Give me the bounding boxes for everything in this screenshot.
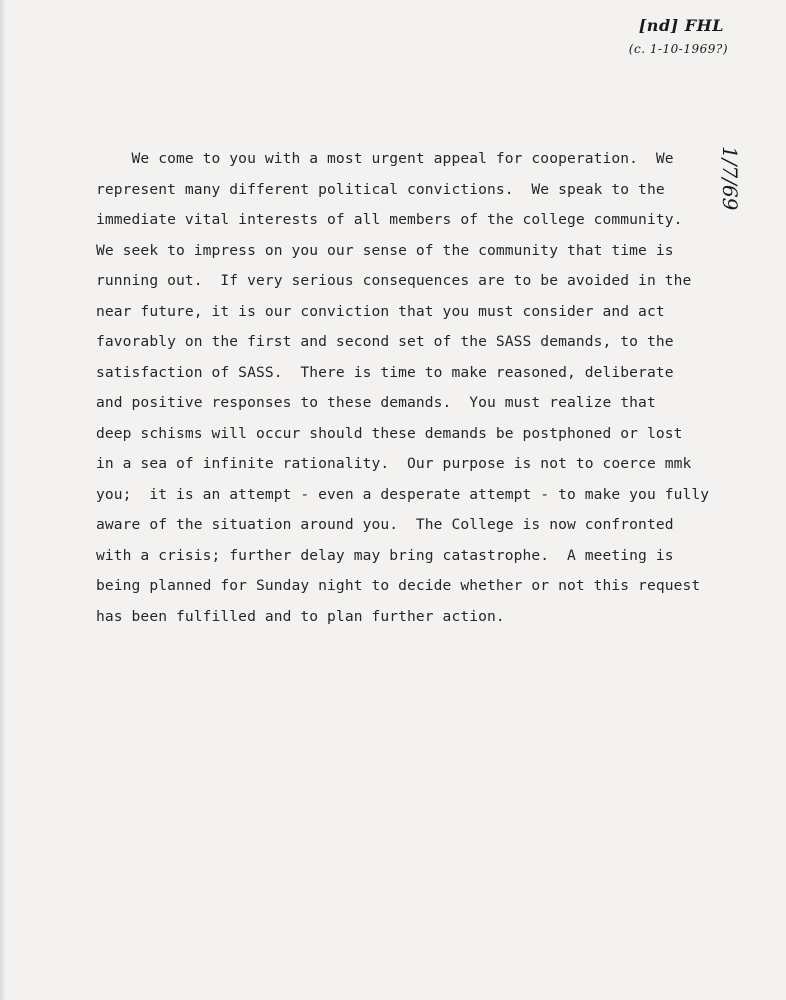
body-line: with a crisis; further delay may bring catastrophe. A meeting is xyxy=(96,546,674,564)
body-line: being planned for Sunday night to decide whether or not this request xyxy=(96,577,701,594)
body-line: We come to you with a most urgent appeal for cooperation. We xyxy=(96,150,674,167)
body-line: you; it is an attempt - even a desperate attempt - to make you fully xyxy=(96,485,710,503)
body-line: and positive responses to these demands. You must realize that xyxy=(96,394,656,411)
body-line: immediate vital interests of all members of the college community. xyxy=(96,211,683,228)
body-line: We seek to impress on you our sense of the community that time is xyxy=(96,241,674,259)
body-line: deep schisms will occur should these demands be postphoned or lost xyxy=(96,424,683,442)
body-line: has been fulfilled and to plan further action. xyxy=(96,607,505,625)
handwritten-annotation-author: [nd] FHL xyxy=(638,16,724,35)
body-line: favorably on the first and second set of the SASS demands, to the xyxy=(96,333,674,350)
body-line: near future, it is our conviction that you must consider and act xyxy=(96,302,665,320)
body-line: satisfaction of SASS. There is time to make reasoned, deliberate xyxy=(96,363,674,381)
body-line: running out. If very serious consequences are to be avoided in the xyxy=(96,272,692,289)
typewritten-letter-body xyxy=(96,144,756,632)
body-line: aware of the situation around you. The College is now confronted xyxy=(96,516,674,533)
handwritten-margin-date: 1/7/69 xyxy=(718,146,742,211)
body-line: in a sea of infinite rationality. Our purpose is not to coerce mmk xyxy=(96,455,692,472)
handwritten-annotation-date: (c. 1-10-1969?) xyxy=(628,42,728,56)
body-line: represent many different political convictions. We speak to the xyxy=(96,180,665,198)
